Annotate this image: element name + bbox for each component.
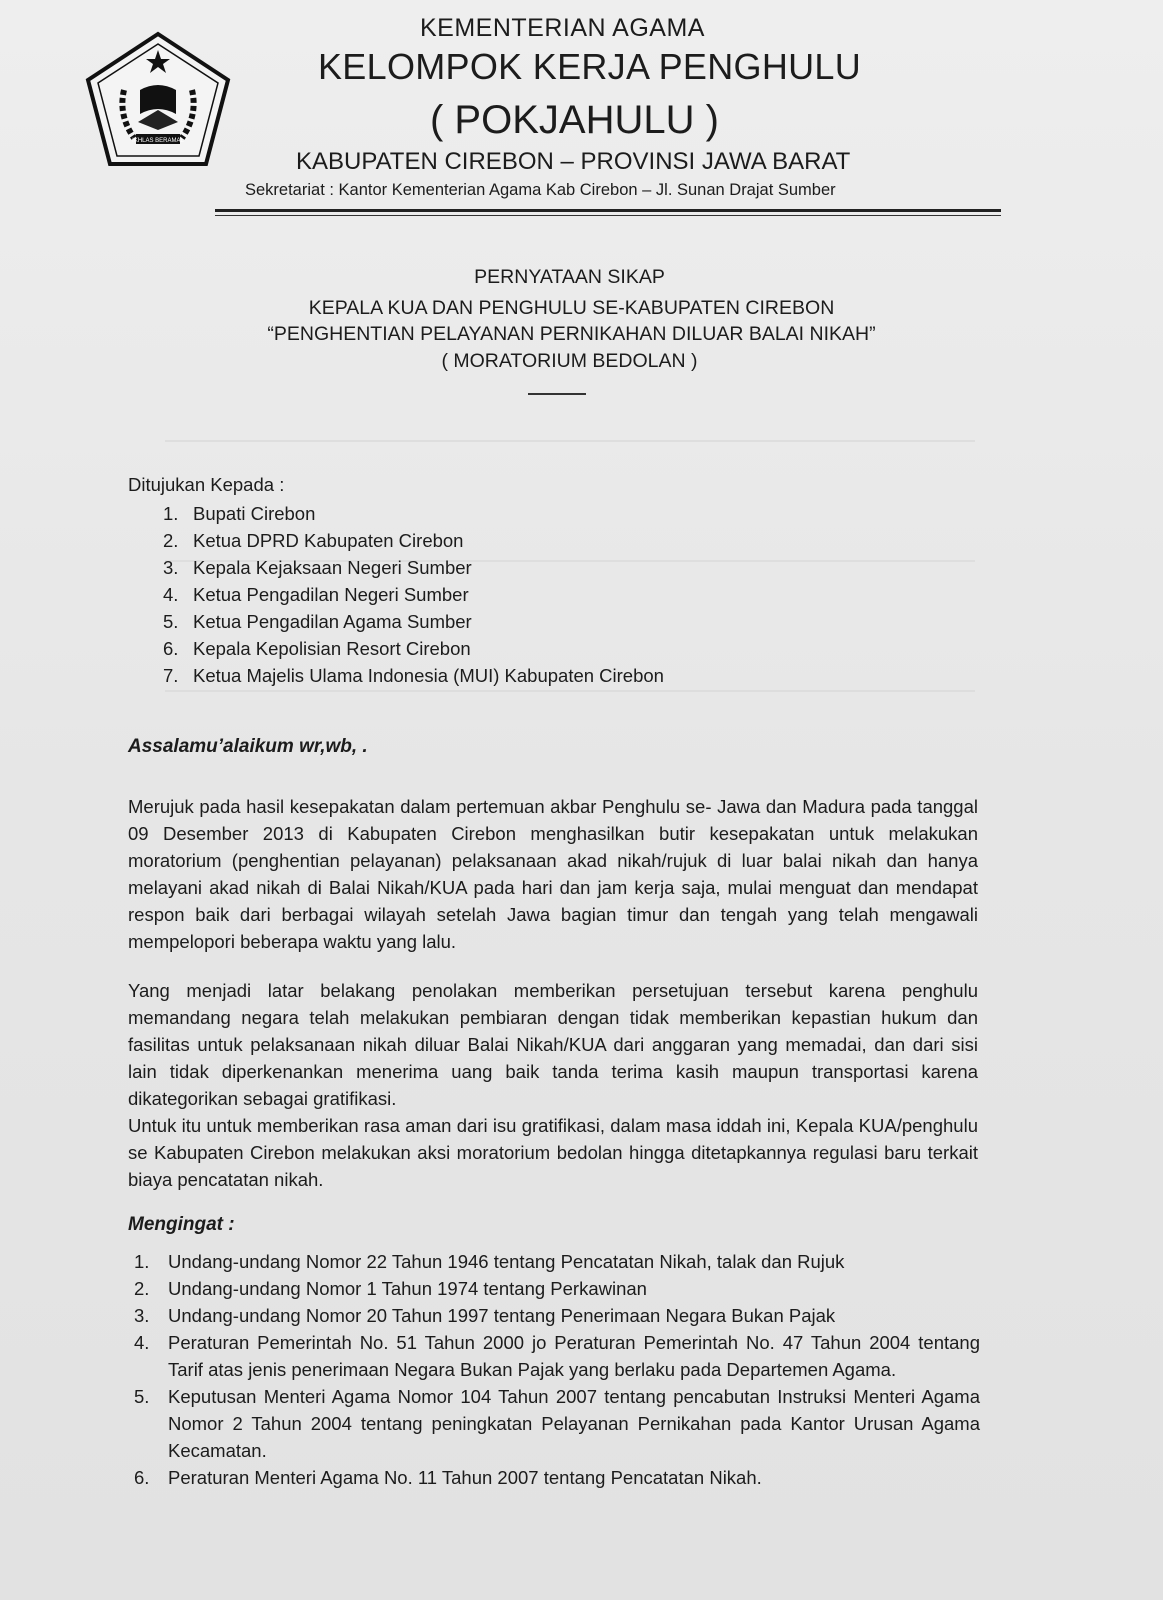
item-text: Undang-undang Nomor 1 Tahun 1974 tentang Perkawinan [168, 1278, 647, 1299]
list-item [163, 554, 664, 581]
title-underline [528, 393, 586, 395]
document-subject-parenthetical: ( MORATORIUM BEDOLAN ) [441, 350, 698, 372]
list-item [163, 608, 664, 635]
item-number: 2. [134, 1278, 150, 1299]
item-text: Peraturan Pemerintah No. 51 Tahun 2000 jo Peraturan Pemerintah No. 47 Tahun 2004 tentang Tarif atas jenis penerimaan Negara Bukan Pajak yang berlaku pada Departemen Agama. [168, 1332, 980, 1380]
document-subject: “PENGHENTIAN PELAYANAN PERNIKAHAN DILUAR BALAI NIKAH” [267, 323, 876, 345]
list-item [134, 1275, 980, 1302]
item-number: 4. [163, 584, 179, 605]
item-text: Kepala Kejaksaan Negeri Sumber [193, 557, 472, 578]
paragraph-background: Merujuk pada hasil kesepakatan dalam pertemuan akbar Penghulu se- Jawa dan Madura pada tanggal 09 Desember 2013 di Kabupaten Cirebon menghasilkan butir kesepakatan untuk melakukan moratorium (penghentian pelayanan) pelaksanaan akad nikah/rujuk di luar balai nikah dan hanya melayani akad nikah di Balai Nikah/KUA pada hari dan jam kerja saja, mulai menguat dan mendapat respon baik dari berbagai wilayah setelah Jawa bagian timur dan tengah yang telah mengawali mempelopori beberapa waktu yang lalu. [128, 796, 978, 952]
document-subtitle: KEPALA KUA DAN PENGHULU SE-KABUPATEN CIREBON [308, 297, 835, 319]
item-text: Ketua Majelis Ulama Indonesia (MUI) Kabupaten Cirebon [193, 665, 664, 686]
list-item [163, 581, 664, 608]
list-item [163, 527, 664, 554]
item-text: Peraturan Menteri Agama No. 11 Tahun 2007 tentang Pencatatan Nikah. [168, 1467, 762, 1488]
list-item [134, 1248, 980, 1275]
show-through-decoration [165, 690, 975, 692]
legal-basis-label: Mengingat : [128, 1214, 235, 1235]
addressees-label: Ditujukan Kepada : [128, 474, 285, 495]
paragraph-action: Untuk itu untuk memberikan rasa aman dari isu gratifikasi, dalam masa iddah ini, Kepala KUA/penghulu se Kabupaten Cirebon melakukan aksi moratorium bedolan hingga ditetapkannya regulasi baru terkait biaya pencatatan nikah. [128, 1115, 978, 1190]
emblem-motto: IKHLAS BERAMAL [132, 138, 184, 144]
organization-abbreviation: ( POKJAHULU ) [430, 98, 719, 142]
item-text: Bupati Cirebon [193, 503, 316, 524]
item-number: 5. [163, 611, 179, 632]
item-number: 4. [134, 1332, 150, 1353]
document-title: PERNYATAAN SIKAP [474, 266, 665, 288]
ministry-name: KEMENTERIAN AGAMA [420, 14, 705, 42]
item-number: 6. [134, 1467, 150, 1488]
region-line: KABUPATEN CIREBON – PROVINSI JAWA BARAT [296, 148, 851, 175]
item-text: Kepala Kepolisian Resort Cirebon [193, 638, 471, 659]
greeting: Assalamu’alaikum wr,wb, . [128, 736, 368, 757]
item-number: 6. [163, 638, 179, 659]
item-number: 7. [163, 665, 179, 686]
list-item [163, 662, 664, 689]
item-text: Ketua DPRD Kabupaten Cirebon [193, 530, 464, 551]
list-item [134, 1302, 980, 1329]
item-text: Undang-undang Nomor 22 Tahun 1946 tentang Pencatatan Nikah, talak dan Rujuk [168, 1251, 845, 1272]
ministry-emblem-icon [84, 30, 232, 170]
legal-basis-list [134, 1248, 980, 1491]
list-item [134, 1383, 980, 1464]
list-item [134, 1464, 980, 1491]
addressees-list [163, 500, 664, 689]
organization-name: KELOMPOK KERJA PENGHULU [318, 46, 862, 87]
item-number: 3. [134, 1305, 150, 1326]
secretariat-address: Sekretariat : Kantor Kementerian Agama Kab Cirebon – Jl. Sunan Drajat Sumber [245, 181, 836, 199]
show-through-decoration [165, 440, 975, 442]
item-number: 3. [163, 557, 179, 578]
letterhead-divider [215, 209, 1001, 212]
item-text: Ketua Pengadilan Negeri Sumber [193, 584, 469, 605]
item-text: Ketua Pengadilan Agama Sumber [193, 611, 472, 632]
item-text: Undang-undang Nomor 20 Tahun 1997 tentang Penerimaan Negara Bukan Pajak [168, 1305, 836, 1326]
paragraph-reason: Yang menjadi latar belakang penolakan memberikan persetujuan tersebut karena penghulu memandang negara telah melakukan pembiaran dengan tidak memberikan kepastian hukum dan fasilitas untuk pelaksanaan nikah diluar Balai Nikah/KUA dari anggaran yang memadai, dan dari sisi lain tidak diperkenankan menerima uang baik tanda terima kasih maupun transportasi karena dikategorikan sebagai gratifikasi. [128, 980, 978, 1109]
item-number: 1. [134, 1251, 150, 1272]
item-number: 5. [134, 1386, 150, 1407]
letterhead-divider-thin [215, 215, 1001, 216]
list-item [134, 1329, 980, 1383]
list-item [163, 500, 664, 527]
list-item [163, 635, 664, 662]
item-text: Keputusan Menteri Agama Nomor 104 Tahun 2007 tentang pencabutan Instruksi Menteri Agama Nomor 2 Tahun 2004 tentang peningkatan Pelayanan Pernikahan pada Kantor Urusan Agama Kecamatan. [168, 1386, 980, 1461]
item-number: 2. [163, 530, 179, 551]
item-number: 1. [163, 503, 179, 524]
